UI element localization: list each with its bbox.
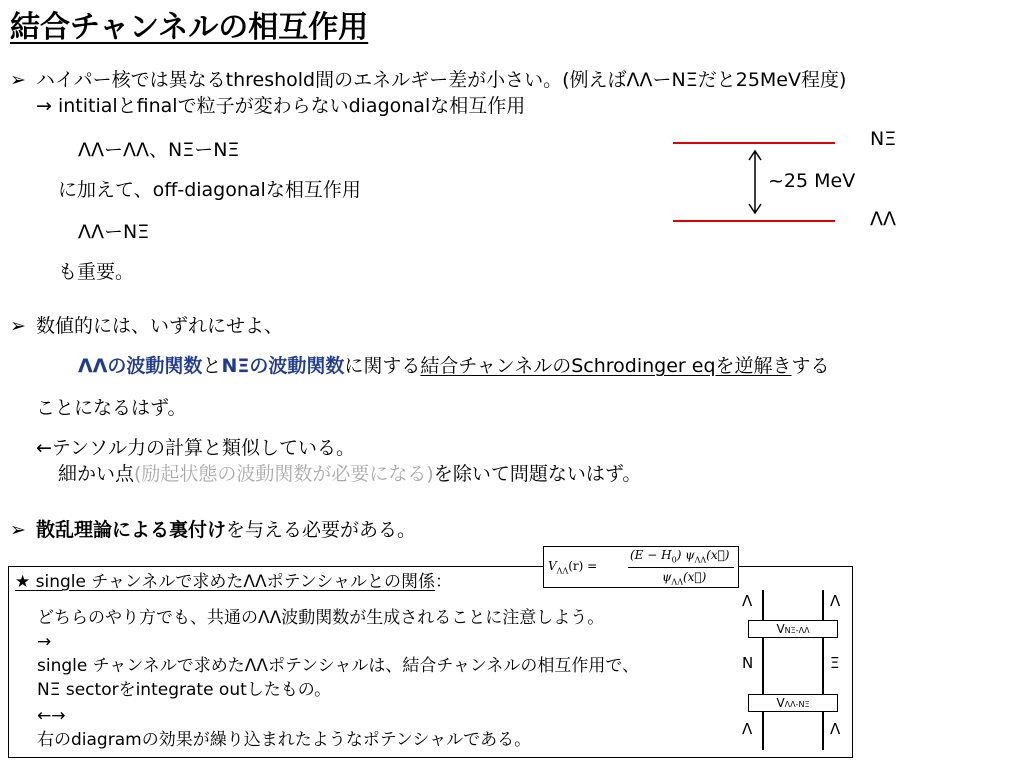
energy-gap-label: ~25 MeV [768, 170, 856, 192]
bullet-2-lead: 数値的には、いずれにせよ、 [36, 315, 284, 337]
coupled-channel-text: 結合チャンネルのSchrodinger eqを逆解き [420, 355, 792, 377]
formula-num-sub: 0 [671, 555, 677, 565]
detail-pre: 細かい点 [58, 463, 135, 485]
right-line [822, 590, 824, 750]
label-mid-left: N [742, 654, 754, 672]
label-bottom-left: Λ [742, 720, 753, 738]
formula-num-a: (E − H [630, 548, 672, 562]
bullet-1 [10, 68, 846, 92]
formula-den-psi: ψ [662, 570, 672, 584]
formula-denominator [662, 570, 706, 586]
connector-text: と [202, 355, 222, 377]
formula-lhs-arg: (r) = [568, 559, 598, 573]
vertex-1-sub: NΞ-ΛΛ [784, 626, 810, 635]
box-line-5: ←→ [37, 706, 66, 726]
tensor-force-line: ←テンソル力の計算と類似している。 [36, 437, 355, 459]
double-arrow-icon [746, 148, 764, 216]
page-title: 結合チャンネルの相互作用 [10, 10, 369, 45]
schrodinger-line [78, 354, 830, 378]
bullet-2 [10, 314, 283, 338]
star-icon: ★ [15, 572, 31, 592]
left-line [762, 590, 764, 750]
vertex-2-v: V [776, 696, 785, 710]
vertex-box-2 [748, 694, 838, 712]
box-line-3: single チャンネルで求めたΛΛポテンシャルは、結合チャンネルの相互作用で、 [37, 656, 639, 676]
vertex-box-1 [748, 620, 838, 638]
lower-level-line [673, 220, 835, 222]
vertex-2-sub: ΛΛ-NΞ [784, 700, 810, 709]
label-top-left: Λ [742, 592, 753, 610]
formula-num-psi-sub: ΛΛ [694, 555, 707, 565]
label-bottom-right: Λ [830, 720, 841, 738]
bullet-marker: ➢ [10, 315, 26, 337]
formula-den-arg: (x⃗) [682, 570, 707, 584]
formula-num-b: ) ψ [676, 548, 695, 562]
vertex-1-v: V [776, 622, 785, 636]
formula-num-arg: (x⃗) [706, 548, 730, 562]
bullet-1-arrow-line: → intitialとfinalで粒子が変わらないdiagonalな相互作用 [36, 95, 526, 117]
fraction-bar [628, 567, 734, 568]
box-line-6: 右のdiagramの効果が繰り込まれたようなポテンシャルである。 [37, 730, 532, 750]
detail-post: を除いて問題ないはず。 [433, 463, 642, 485]
label-mid-right: Ξ [830, 654, 840, 672]
connector-text: する [791, 355, 830, 377]
upper-level-line [673, 142, 835, 144]
offdiagonal-intro: に加えて、off-diagonalな相互作用 [58, 179, 361, 201]
box-line-1: どちらのやり方でも、共通のΛΛ波動関数が生成されることに注意しよう。 [37, 608, 605, 628]
bullet-3-rest: を与える必要がある。 [226, 519, 417, 541]
lambda-wavefunction-text: ΛΛの波動関数 [78, 355, 203, 377]
bullet-2-continuation: ことになるはず。 [36, 397, 187, 419]
nxi-wavefunction-text: NΞの波動関数 [221, 355, 345, 377]
box-line-2: → [37, 632, 52, 652]
bullet-marker: ➢ [10, 519, 26, 541]
diagonal-example: ΛΛーΛΛ、NΞーNΞ [78, 139, 240, 161]
potential-formula [543, 546, 739, 588]
formula-den-sub: ΛΛ [671, 577, 683, 587]
formula-numerator [630, 548, 730, 564]
formula-lhs-sub: ΛΛ [556, 566, 569, 576]
bullet-marker: ➢ [10, 69, 26, 91]
box-heading-label: single チャンネルで求めたΛΛポテンシャルとの関係 [35, 572, 436, 592]
box-heading-colon: ： [435, 572, 453, 592]
detail-line [58, 462, 641, 486]
connector-text: に関する [344, 355, 421, 377]
formula-lhs [548, 559, 597, 575]
important-text: も重要。 [58, 261, 135, 283]
box-line-4: NΞ sectorをintegrate outしたもの。 [37, 680, 332, 700]
box-heading [15, 571, 452, 593]
bullet-3 [10, 518, 416, 542]
offdiagonal-example: ΛΛーNΞ [78, 221, 150, 243]
detail-gray-note: (励起状態の波動関数が必要になる) [134, 463, 434, 485]
label-top-right: Λ [830, 592, 841, 610]
upper-level-label: NΞ [870, 128, 897, 150]
lower-level-label: ΛΛ [870, 208, 896, 230]
relationship-box [8, 566, 853, 758]
box-heading-text [15, 572, 435, 592]
formula-v: V [548, 559, 557, 573]
bullet-1-text: ハイパー核では異なるthreshold間のエネルギー差が小さい。(例えばΛΛーNΞだと25MeV程度) [36, 69, 847, 91]
scattering-theory-text: 散乱理論による裏付け [36, 519, 227, 541]
